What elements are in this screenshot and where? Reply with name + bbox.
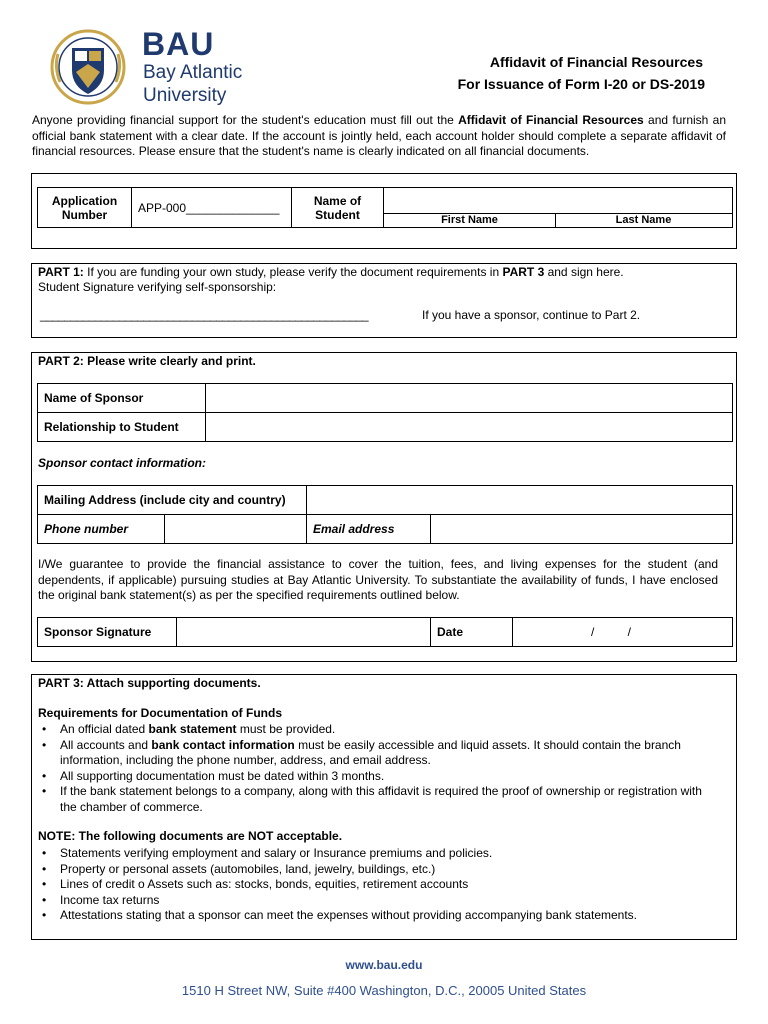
intro-text-a: Anyone providing financial support for the student's education must fill out the — [32, 113, 459, 127]
list-item: • If the bank statement belongs to a company, along with this affidavit is required the proof of ownership or registration with the chamber of commerce. — [38, 784, 718, 815]
sponsor-signature-field[interactable] — [177, 618, 431, 647]
requirements-list — [38, 722, 718, 815]
list-item: • An official dated bank statement must be provided. — [38, 722, 718, 738]
list-item: • All accounts and bank contact information must be easily accessible and liquid assets. It should contain the branch information, including the phone number, address, and email address. — [38, 738, 718, 769]
student-name-field[interactable] — [384, 188, 733, 228]
phone-label: Phone number — [38, 515, 165, 544]
sponsor-name-field[interactable] — [206, 384, 733, 413]
list-item: • Lines of credit o Assets such as: stocks, bonds, equities, retirement accounts — [38, 877, 718, 893]
sponsor-name-label: Name of Sponsor — [38, 384, 206, 413]
sponsor-table — [37, 383, 733, 442]
part1-part3-ref: PART 3 — [502, 265, 545, 279]
date-field[interactable]: / / — [513, 618, 733, 647]
sponsor-signature-label: Sponsor Signature — [38, 618, 177, 647]
student-signature-line[interactable]: ______________________________________________________ — [40, 308, 368, 322]
relationship-label: Relationship to Student — [38, 413, 206, 442]
part1-continue-text: If you have a sponsor, continue to Part 2. — [422, 308, 641, 322]
not-acceptable-list — [38, 846, 718, 924]
footer-website-link[interactable]: www.bau.edu — [345, 958, 423, 972]
part2-heading: PART 2: Please write clearly and print. — [38, 354, 256, 368]
intro-paragraph — [32, 113, 726, 160]
applicant-table — [37, 187, 733, 228]
contact-heading: Sponsor contact information: — [38, 456, 206, 470]
list-item: • Income tax returns — [38, 893, 718, 909]
form-title: Affidavit of Financial Resources — [489, 54, 703, 70]
logo-name-line1: Bay Atlantic — [143, 62, 243, 83]
intro-text-bold: Affidavit of Financial Resources — [458, 113, 644, 127]
part3-heading: PART 3: Attach supporting documents. — [38, 676, 261, 690]
note-heading: NOTE: The following documents are NOT acceptable. — [38, 829, 343, 843]
list-item: • Statements verifying employment and salary or Insurance premiums and policies. — [38, 846, 718, 862]
email-field[interactable] — [431, 515, 733, 544]
email-label: Email address — [307, 515, 431, 544]
list-item: • Attestations stating that a sponsor can meet the expenses without providing accompanying bank statements. — [38, 908, 718, 924]
part1-label: PART 1: — [38, 265, 84, 279]
part1-line2: Student Signature verifying self-sponsorship: — [38, 280, 277, 294]
guarantee-paragraph: I/We guarantee to provide the financial assistance to cover the tuition, fees, and living expenses for the student (and dependents, if applicable) pursuing studies at Bay Atlantic University. To substantiate the availability of funds, I have enclosed the original bank statement(s) as per the specified requirements outlined below. — [38, 557, 718, 602]
relationship-field[interactable] — [206, 413, 733, 442]
date-label: Date — [431, 618, 513, 647]
app-number-field[interactable]: APP-000______________ — [132, 188, 292, 228]
student-name-label: Name of Student — [292, 188, 384, 228]
footer-address: 1510 H Street NW, Suite #400 Washington, D.C., 20005 United States — [181, 983, 587, 998]
last-name-label: Last Name — [615, 214, 672, 226]
app-number-label: Application Number — [38, 188, 132, 228]
requirements-heading: Requirements for Documentation of Funds — [38, 706, 283, 720]
part1-line1 — [38, 265, 624, 280]
mailing-address-label: Mailing Address (include city and country) — [38, 486, 307, 515]
part1-text-b: and sign here. — [544, 265, 624, 279]
university-seal — [48, 24, 128, 110]
list-item: • All supporting documentation must be dated within 3 months. — [38, 769, 718, 785]
first-name-label: First Name — [441, 214, 498, 226]
contact-table — [37, 485, 733, 544]
mailing-address-field[interactable] — [307, 486, 733, 515]
intro-text-b: and furnish an official bank statement with a clear date. If the account is jointly held, each account holder should complete a separate affidavit of financial resources. Please ensure that the student's name is clearly indicated on all financial documents. — [32, 113, 726, 158]
list-item: • Property or personal assets (automobiles, land, jewelry, buildings, etc.) — [38, 862, 718, 878]
signature-table — [37, 617, 733, 647]
phone-field[interactable] — [165, 515, 307, 544]
form-subtitle: For Issuance of Form I-20 or DS-2019 — [457, 76, 705, 92]
logo-wordmark: BAU — [142, 26, 215, 62]
part1-text-a: If you are funding your own study, please verify the document requirements in — [83, 265, 503, 279]
logo-name-line2: University — [143, 85, 227, 106]
